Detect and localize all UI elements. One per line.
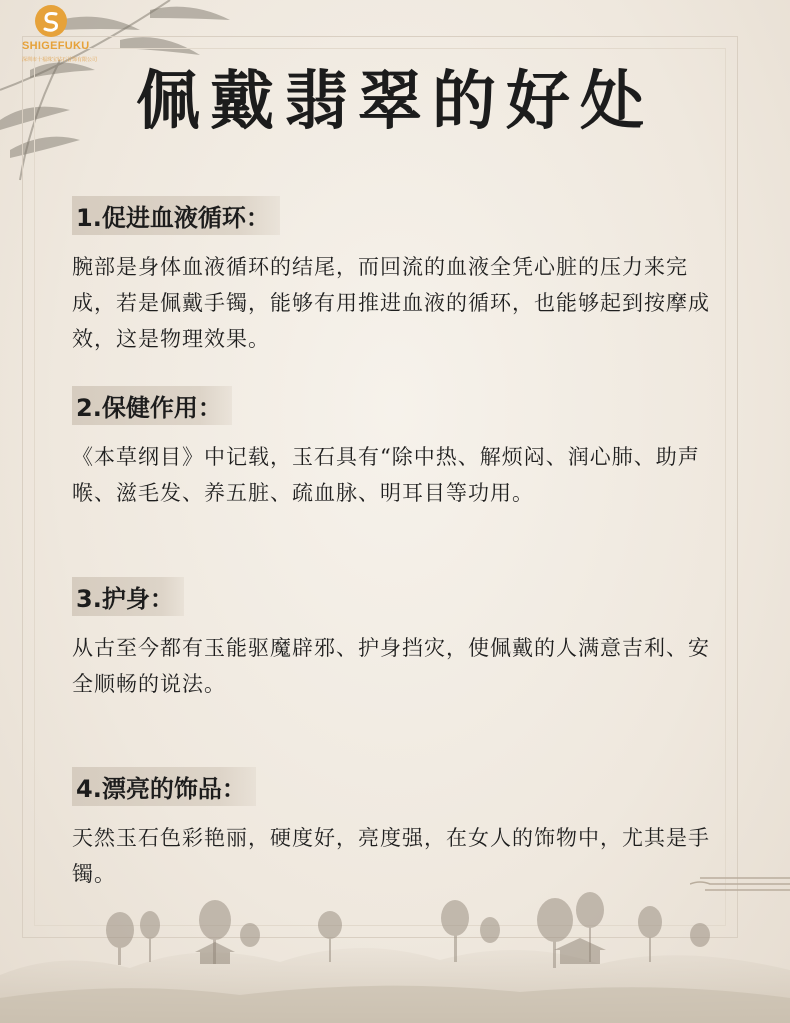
logo-brand-name: SHIGEFUKU [22, 40, 90, 52]
section-body: 腕部是身体血液循环的结尾，而回流的血液全凭心脏的压力来完成，若是佩戴手镯，能够有用推进血液的循环，也能够起到按摩成效，这是物理效果。 [72, 255, 710, 351]
section-heading: 3.护身： [72, 577, 184, 616]
landscape-illustration [0, 880, 790, 1023]
section-heading: 4.漂亮的饰品： [72, 767, 256, 806]
section-body: 《本草纲目》中记载，玉石具有“除中热、解烦闷、润心肺、助声喉、滋毛发、养五脏、疏血脉、明耳目等功用。 [72, 445, 700, 505]
section-2 [72, 386, 712, 511]
section-heading: 2.保健作用： [72, 386, 232, 425]
section-body: 天然玉石色彩艳丽，硬度好，亮度强，在女人的饰物中，尤其是手镯。 [72, 826, 710, 886]
section-1 [72, 196, 712, 357]
section-3 [72, 577, 712, 702]
section-body: 从古至今都有玉能驱魔辟邪、护身挡灾，使佩戴的人满意吉利、安全顺畅的说法。 [72, 636, 710, 696]
section-heading: 1.促进血液循环： [72, 196, 280, 235]
logo-s-icon [34, 4, 68, 38]
logo-tagline: 深圳市十福珠宝钻石首饰有限公司 [22, 57, 98, 63]
section-4 [72, 767, 712, 892]
page-title: 佩戴翡翠的好处 [136, 64, 654, 139]
